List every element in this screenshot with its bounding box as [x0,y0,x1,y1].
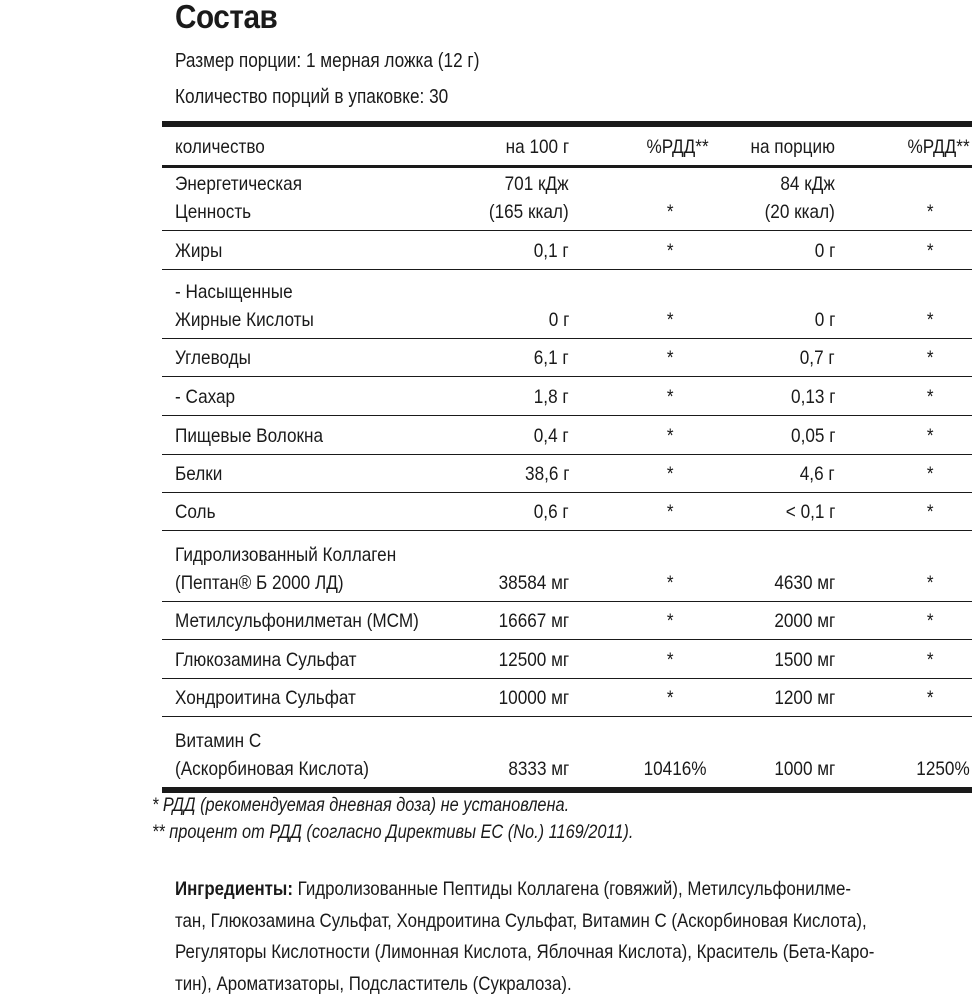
row-value-per-100g-line-2: 6,1 г [534,347,569,369]
row-value-per-serving-line-2: 0,13 г [790,386,835,408]
row-name-line-1: Гидролизованный Коллаген [175,544,397,566]
serving-size: Размер порции: 1 мерная ложка (12 г) [175,50,480,72]
ingredients-line-4: тин), Ароматизаторы, Подсластитель (Сукралоза). [175,972,572,995]
table-row [162,377,972,416]
row-name [175,684,381,712]
row-value-per-serving-line-2: 4,6 г [800,463,835,485]
row-value-per-100g [529,237,569,265]
header-rdd-serving: %РДД** [907,136,970,158]
row-name [175,422,343,450]
row-value-per-100g [489,684,569,712]
row-value-per-100g-line-2: 0,6 г [534,501,569,523]
row-rdd-per-100g: * [667,309,674,331]
row-rdd-per-100g: * [667,463,674,485]
row-value-per-serving [795,460,835,488]
row-rdd-per-serving: * [927,610,934,632]
row-rdd-per-serving: * [927,347,934,369]
table-row [162,270,972,339]
row-name [175,498,221,526]
row-value-per-100g-line-2: 1,8 г [534,386,569,408]
row-value-per-100g [489,607,569,635]
ingredients-label: Ингредиенты: [175,878,293,900]
row-name-line-1: Энергетическая [175,173,302,195]
row-name [175,344,261,372]
row-name [175,646,381,674]
row-value-per-100g [519,460,569,488]
row-value-per-100g [529,422,569,450]
row-name-line-2: (Аскорбиновая Кислота) [175,758,369,780]
row-rdd-per-serving: * [927,201,934,223]
table-row [162,416,972,455]
row-value-per-serving-line-2: 0,7 г [800,347,835,369]
row-value-per-serving-line-1: 84 кДж [780,173,835,195]
row-rdd-per-100g: * [667,649,674,671]
servings-per-package: Количество порций в упаковке: 30 [175,86,449,108]
row-name-line-2: (Пептан® Б 2000 ЛД) [175,572,344,594]
row-value-per-100g [500,755,569,783]
header-rdd-100g: %РДД** [646,136,709,158]
row-rdd-per-serving: * [927,463,934,485]
ingredients-text-1: Гидролизованные Пептиды Коллагена (говяжий), Метилсульфонилме- [292,878,851,900]
row-value-per-serving-line-2: 0 г [814,240,835,262]
row-value-per-serving [812,306,835,334]
table-row [162,531,972,602]
row-value-per-100g-line-1: 701 кДж [504,173,569,195]
row-rdd-per-serving: * [927,649,934,671]
page-title: Состав [175,0,278,35]
row-name-line-2: Ценность [175,201,252,223]
row-value-per-100g-line-2: 0,1 г [534,240,569,262]
row-name [175,727,395,783]
footnote-rdd-directive: ** процент от РДД (согласно Директивы ЕС (No.) 1169/2011). [152,822,634,843]
row-value-per-serving-line-2: 0 г [814,309,835,331]
header-per-100g: на 100 г [505,136,569,158]
row-value-per-serving [766,607,835,635]
table-row [162,339,972,377]
ingredients-line-2: тан, Глюкозамина Сульфат, Хондроитина Сульфат, Витамин С (Аскорбиновая Кислота), [175,909,867,932]
row-value-per-serving [779,498,835,526]
row-rdd-per-serving: * [927,501,934,523]
row-value-per-serving-line-2: 1200 мг [773,687,835,709]
footnote-rdd-not-set: * РДД (рекомендуемая дневная доза) не установлена. [152,795,570,816]
row-value-per-serving-line-2: 1000 мг [773,758,835,780]
row-rdd-per-100g: * [667,610,674,632]
row-value-per-serving-line-2: 2000 мг [773,610,835,632]
table-row [162,717,972,787]
row-value-per-100g-line-2: 10000 мг [498,687,569,709]
row-name [175,170,319,226]
row-name [175,237,229,265]
row-value-per-serving-line-2: 1500 мг [773,649,835,671]
table-row [162,679,972,717]
row-value-per-100g [529,344,569,372]
row-value-per-serving [766,569,835,597]
row-name [175,460,229,488]
table-row [162,455,972,493]
table-row [162,231,972,270]
row-value-per-serving [812,237,835,265]
row-value-per-serving-line-2: 4630 мг [773,572,835,594]
row-value-per-100g-line-2: 0,4 г [534,425,569,447]
row-value-per-serving-line-2: < 0,1 г [785,501,835,523]
row-name-line-2: Метилсульфонилметан (МСМ) [175,610,419,632]
row-rdd-per-100g: * [667,501,674,523]
header-per-serving: на порцию [750,136,835,158]
row-rdd-per-serving: 1250% [916,758,970,780]
row-name [175,383,243,411]
row-value-per-100g [489,569,569,597]
row-rdd-per-100g: * [667,240,674,262]
row-name-line-2: - Сахар [175,386,236,408]
row-value-per-serving [755,170,835,226]
table-header [162,127,972,168]
row-rdd-per-100g: 10416% [644,758,707,780]
row-value-per-100g [529,383,569,411]
row-value-per-100g-line-2: 38584 мг [498,572,569,594]
row-value-per-100g [546,306,569,334]
row-value-per-100g-line-2: 38,6 г [524,463,569,485]
row-rdd-per-serving: * [927,240,934,262]
row-name-line-2: Жирные Кислоты [175,309,314,331]
row-name [175,541,426,597]
row-value-per-serving [766,755,835,783]
row-value-per-serving [785,422,835,450]
row-rdd-per-100g: * [667,687,674,709]
row-value-per-serving [785,383,835,411]
table-row [162,493,972,531]
row-value-per-serving-line-2: 0,05 г [790,425,835,447]
row-rdd-per-100g: * [667,386,674,408]
row-name [175,278,333,334]
row-rdd-per-100g: * [667,201,674,223]
row-name-line-2: Углеводы [175,347,252,369]
row-name-line-1: Витамин С [175,730,262,752]
row-name-line-2: Белки [175,463,223,485]
nutrition-table [162,121,972,793]
row-value-per-serving-line-2: (20 ккал) [764,201,835,223]
table-row [162,640,972,679]
row-value-per-100g [478,170,569,226]
row-value-per-serving [766,684,835,712]
row-rdd-per-serving: * [927,386,934,408]
row-value-per-100g [489,646,569,674]
row-rdd-per-serving: * [927,425,934,447]
row-name-line-2: Хондроитина Сульфат [175,687,356,709]
row-name-line-2: Соль [175,501,216,523]
row-rdd-per-serving: * [927,572,934,594]
ingredients-text [175,874,975,1000]
ingredients-line-1 [175,874,975,906]
row-value-per-100g-line-2: 16667 мг [498,610,569,632]
row-value-per-serving [795,344,835,372]
row-value-per-100g [529,498,569,526]
row-value-per-serving [766,646,835,674]
row-name-line-2: Жиры [175,240,223,262]
row-rdd-per-100g: * [667,572,674,594]
row-name-line-2: Пищевые Волокна [175,425,324,447]
row-value-per-100g-line-2: 0 г [548,309,569,331]
row-name-line-2: Глюкозамина Сульфат [175,649,357,671]
header-name: количество [175,136,265,158]
row-value-per-100g-line-2: 12500 мг [498,649,569,671]
row-rdd-per-100g: * [667,347,674,369]
row-name-line-1: - Насыщенные [175,281,293,303]
ingredients-line-3: Регуляторы Кислотности (Лимонная Кислота, Яблочная Кислота), Краситель (Бета-Каро- [175,941,875,963]
row-value-per-100g-line-2: 8333 мг [507,758,569,780]
row-rdd-per-serving: * [927,687,934,709]
row-name [175,607,452,635]
table-row [162,602,972,640]
row-rdd-per-100g: * [667,425,674,447]
table-row [162,168,972,231]
row-rdd-per-serving: * [927,309,934,331]
row-value-per-100g-line-2: (165 ккал) [489,201,569,223]
